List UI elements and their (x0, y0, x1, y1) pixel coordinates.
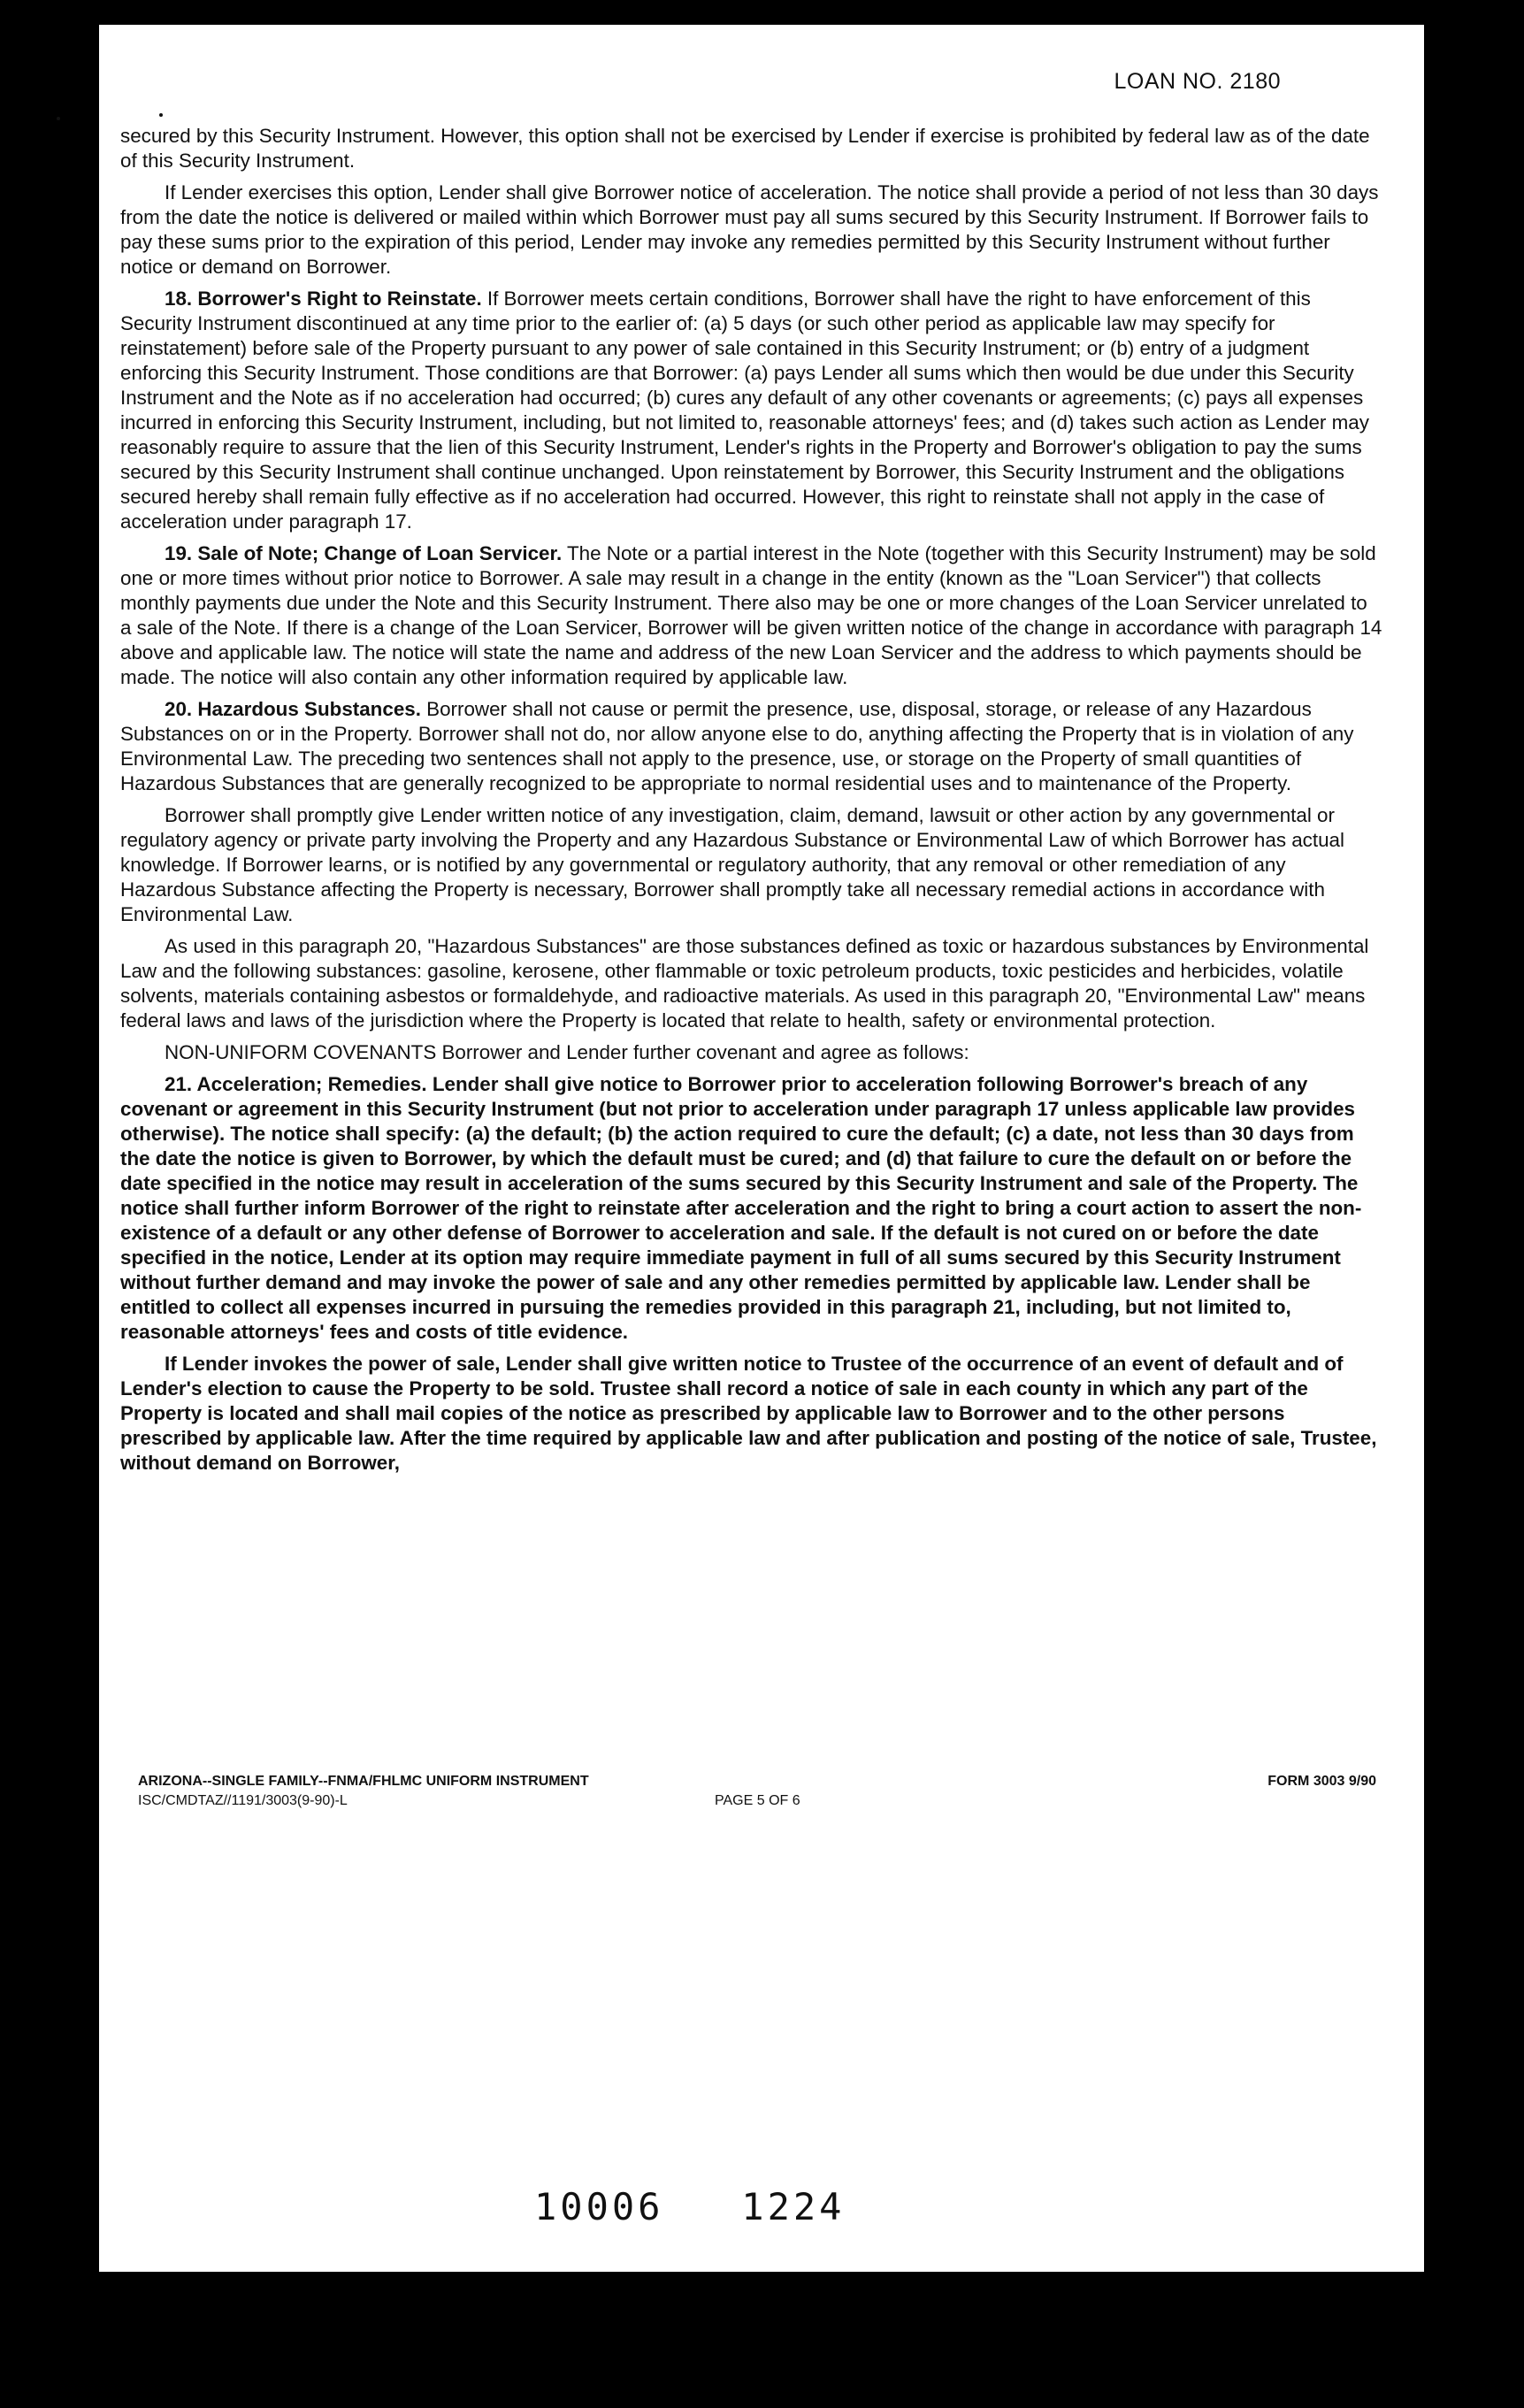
footer-form-number: FORM 3003 9/90 (1267, 1774, 1376, 1789)
paragraph-18-text: If Borrower meets certain conditions, Borrower shall have the right to have enforcement of this Security Instrument discontinued at any time prior to the earlier of: (a) 5 days (or such other period as applicable law may specify for reinstatement) before sale of the Property pursuant to any power of sale contained in this Security Instrument; or (b) entry of a judgment enforcing this Security Instrument. Those conditions are that Borrower: (a) pays Lender all sums which then would be due under this Security Instrument and the Note as if no acceleration had occurred; (b) cures any default of any other covenants or agreements; (c) pays all expenses incurred in enforcing this Security Instrument, including, but not limited to, reasonable attorneys' fees; and (d) takes such action as Lender may reasonably require to assure that the lien of this Security Instrument, Lender's rights in the Property and Borrower's obligation to pay the sums secured by this Security Instrument shall continue unchanged. Upon reinstatement by Borrower, this Security Instrument and the obligations secured hereby shall remain fully effective as if no acceleration had occurred. However, this right to reinstate shall not apply in the case of acceleration under paragraph 17. (120, 288, 1369, 533)
paragraph-21-power-of-sale: If Lender invokes the power of sale, Lender shall give written notice to Trustee of the occurrence of an event of default and of Lender's election to cause the Property to be sold. Trustee shall record a notice of sale in each county in which any part of the Property is located and shall mail copies of the notice as prescribed by applicable law to Borrower and to the other persons prescribed by applicable law. After the time required by applicable law and after publication and posting of the notice of sale, Trustee, without demand on Borrower, (120, 1353, 1377, 1474)
loan-number: LOAN NO. 2180 (1114, 69, 1281, 94)
document-body (120, 124, 1383, 1483)
paragraph-19-heading: 19. Sale of Note; Change of Loan Servicer. (165, 542, 563, 564)
paragraph-continuation: secured by this Security Instrument. However, this option shall not be exercised by Lender if exercise is prohibited by federal law as of the date of this Security Instrument. (120, 125, 1370, 172)
paragraph-19 (120, 541, 1383, 690)
paragraph-19-text: The Note or a partial interest in the Note (together with this Security Instrument) may be sold one or more times without prior notice to Borrower. A sale may result in a change in the entity (known as the "Loan Servicer") that collects monthly payments due under the Note and this Security Instrument. There also may be one or more changes of the Loan Servicer unrelated to a sale of the Note. If there is a change of the Loan Servicer, Borrower will be given written notice of the change in accordance with paragraph 14 above and applicable law. The notice will state the name and address of the new Loan Servicer and the address to which payments should be made. The notice will also contain any other information required by applicable law. (120, 542, 1382, 688)
footer-instrument: ARIZONA--SINGLE FAMILY--FNMA/FHLMC UNIFORM INSTRUMENT (138, 1774, 589, 1789)
recording-stamp: 10006 1224 (534, 2185, 846, 2228)
scan-speck (159, 113, 163, 117)
paragraph-20-text: Borrower shall not cause or permit the presence, use, disposal, storage, or release of any Hazardous Substances on or in the Property. Borrower shall not do, nor allow anyone else to do, anything affecting the Property that is in violation of any Environmental Law. The preceding two sentences shall not apply to the presence, use, or storage on the Property of small quantities of Hazardous Substances that are generally recognized to be appropriate to normal residential uses and to maintenance of the Property. (120, 698, 1354, 794)
paragraph-20-notice: Borrower shall promptly give Lender written notice of any investigation, claim, demand, lawsuit or other action by any governmental or regulatory agency or private party involving the Property and any Hazardous Substance or Environmental Law of which Borrower has actual knowledge. If Borrower learns, or is notified by any governmental or regulatory authority, that any removal or other remediation of any Hazardous Substance affecting the Property is necessary, Borrower shall promptly take all necessary remedial actions in accordance with Environmental Law. (120, 804, 1344, 925)
paragraph-18 (120, 287, 1383, 534)
footer-page-number: PAGE 5 OF 6 (715, 1793, 800, 1808)
paragraph-acceleration-notice: If Lender exercises this option, Lender shall give Borrower notice of acceleration. The notice shall provide a period of not less than 30 days from the date the notice is delivered or mailed within which Borrower must pay all sums secured by this Security Instrument. If Borrower fails to pay these sums prior to the expiration of this period, Lender may invoke any remedies permitted by this Security Instrument without further notice or demand on Borrower. (120, 181, 1379, 278)
paragraph-20 (120, 697, 1383, 796)
paragraph-21: 21. Acceleration; Remedies. Lender shall give notice to Borrower prior to acceleration following Borrower's breach of any covenant or agreement in this Security Instrument (but not prior to acceleration under paragraph 17 unless applicable law provides otherwise). The notice shall specify: (a) the default; (b) the action required to cure the default; (c) a date, not less than 30 days from the date the notice is given to Borrower, by which the default must be cured; and (d) that failure to cure the default on or before the date specified in the notice may result in acceleration of the sums secured by this Security Instrument and sale of the Property. The notice shall further inform Borrower of the right to reinstate after acceleration and the right to bring a court action to assert the non-existence of a default or any other defense of Borrower to acceleration and sale. If the default is not cured on or before the date specified in the notice, Lender at its option may require immediate payment in full of all sums secured by this Security Instrument without further demand and may invoke the power of sale and any other remedies permitted by applicable law. Lender shall be entitled to collect all expenses incurred in pursuing the remedies provided in this paragraph 21, including, but not limited to, reasonable attorneys' fees and costs of title evidence. (120, 1073, 1362, 1343)
paragraph-20-heading: 20. Hazardous Substances. (165, 698, 421, 720)
non-uniform-covenants: NON-UNIFORM COVENANTS Borrower and Lender further covenant and agree as follows: (165, 1041, 969, 1063)
paragraph-18-heading: 18. Borrower's Right to Reinstate. (165, 288, 482, 310)
paragraph-20-definitions: As used in this paragraph 20, "Hazardous Substances" are those substances defined as toxic or hazardous substances by Environmental Law and the following substances: gasoline, kerosene, other flammable or toxic petroleum products, toxic pesticides and herbicides, volatile solvents, materials containing asbestos or formaldehyde, and radioactive materials. As used in this paragraph 20, "Environmental Law" means federal laws and laws of the jurisdiction where the Property is located that relate to health, safety or environmental protection. (120, 935, 1369, 1031)
scan-speck (57, 117, 60, 120)
footer-code: ISC/CMDTAZ//1191/3003(9-90)-L (138, 1793, 348, 1808)
